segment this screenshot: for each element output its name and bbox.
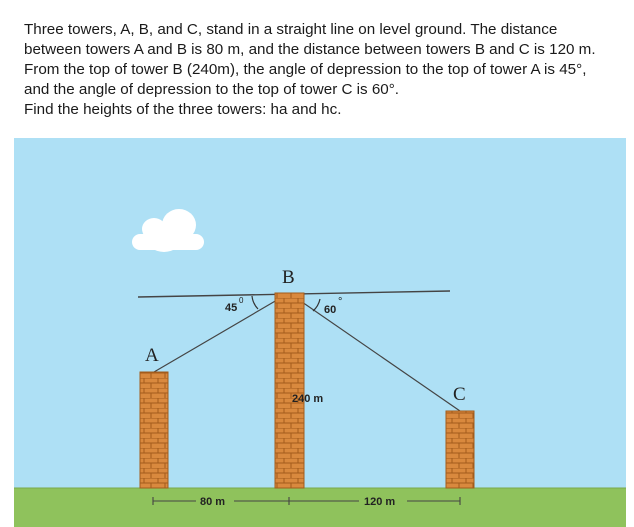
tower-c [446, 411, 474, 488]
distance-ab-label: 80 m [200, 496, 226, 508]
problem-line-4: and the angle of depression to the top of tower C is 60°. [24, 81, 400, 98]
degree-mark-right: ° [338, 296, 343, 308]
tower-a [140, 372, 168, 488]
ground [14, 488, 626, 527]
sky [14, 138, 626, 488]
tower-diagram [14, 138, 626, 527]
label-tower-c: C [453, 384, 466, 405]
problem-line-5: Find the heights of the three towers: ha and hc. [24, 101, 342, 118]
distance-bc-label: 120 m [364, 496, 396, 508]
angle-label-right: 60 [324, 304, 337, 316]
label-tower-b: B [282, 267, 295, 288]
problem-line-1: Three towers, A, B, and C, stand in a straight line on level ground. The distance [24, 21, 558, 38]
problem-line-3: From the top of tower B (240m), the angle of depression to the top of tower A is 45°, [24, 61, 587, 78]
tower-b [275, 293, 304, 488]
angle-label-left: 45 [225, 302, 238, 314]
problem-text [24, 20, 624, 120]
label-tower-a: A [145, 345, 159, 366]
problem-line-2: between towers A and B is 80 m, and the distance between towers B and C is 120 m. [24, 41, 596, 58]
height-label-b: 240 m [292, 393, 324, 405]
degree-mark-left: 0 [239, 296, 244, 305]
